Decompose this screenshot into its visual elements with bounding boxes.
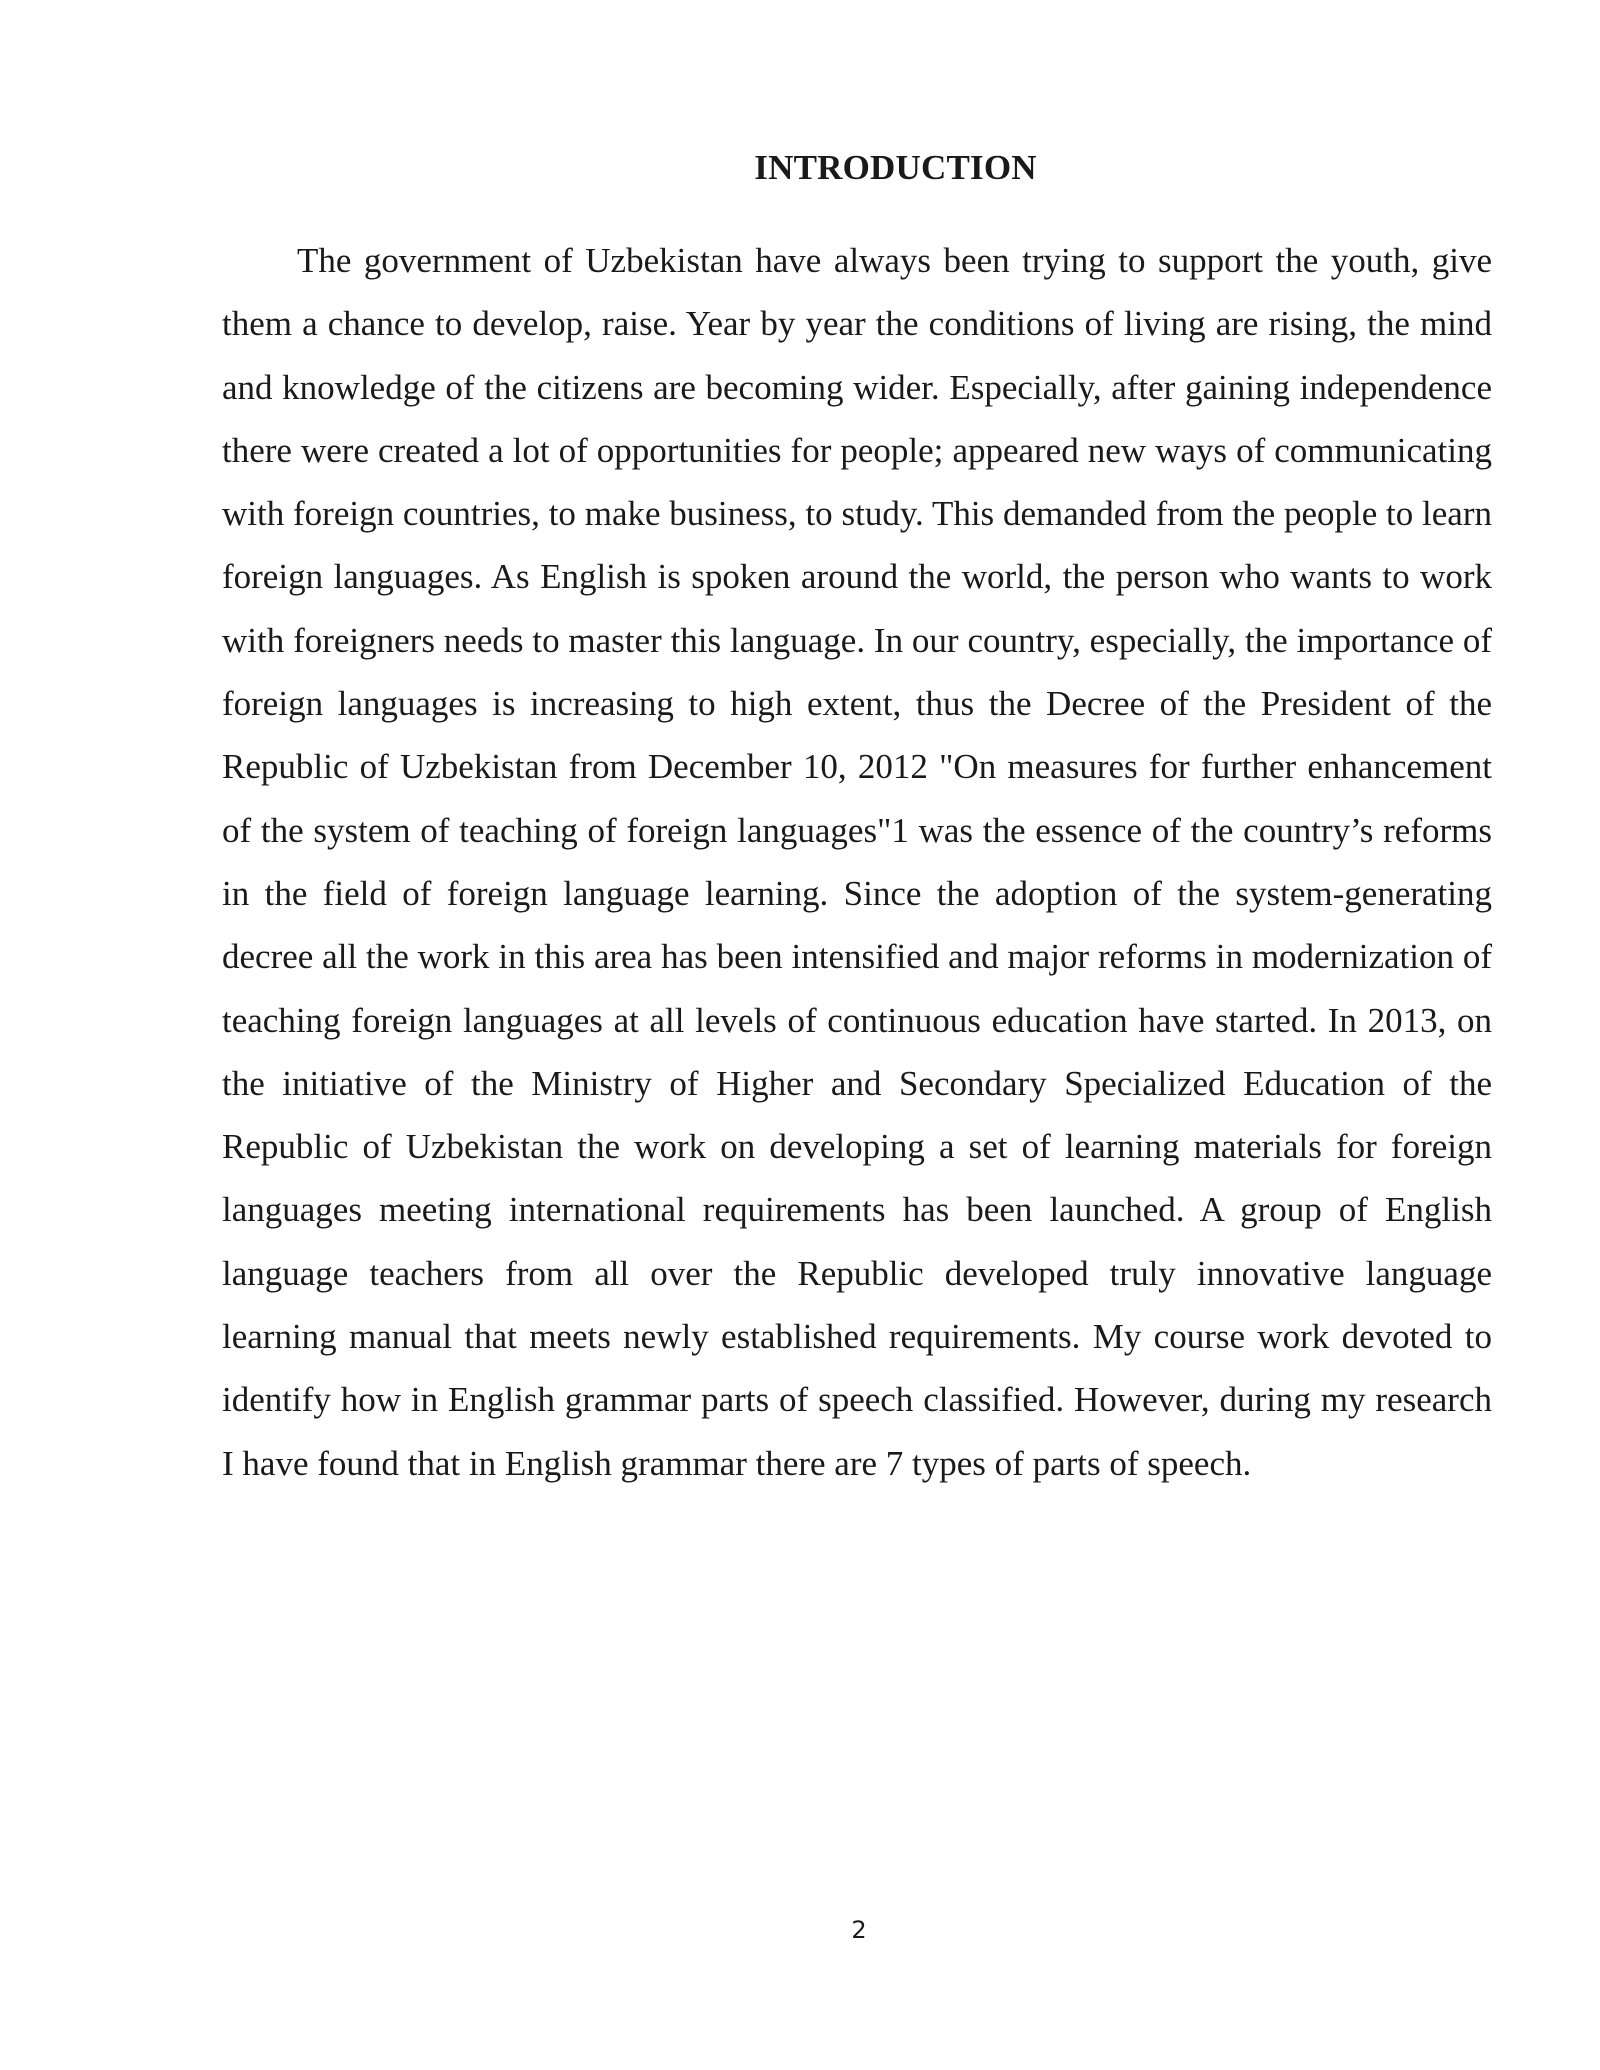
body-paragraph: The government of Uzbekistan have always been trying to support the youth, give them a chance to develop, raise. Year by year the conditions of living are rising, the mind and knowledge of the citizens are becoming wider. Especially, after gaining independence there were created a lot of opportunities for people; appeared new ways of communicating with foreign countries, to make business, to study. This demanded from the people to learn foreign languages. As English is spoken around the world, the person who wants to work with foreigners needs to master this language. In our country, especially, the importance of foreign languages is increasing to high extent, thus the Decree of the President of the Republic of Uzbekistan from December 10, 2012 "On measures for further enhancement of the system of teaching of foreign languages"1 was the essence of the country’s reforms in the field of foreign language learning. Since the adoption of the system-generating decree all the work in this area has been intensified and major reforms in modernization of teaching foreign languages at all levels of continuous education have started. In 2013, on the initiative of the Ministry of Higher and Secondary Specialized Education of the Republic of Uzbekistan the work on developing a set of learning materials for foreign languages meeting international requirements has been launched. A group of English language teachers from all over the Republic developed truly innovative language learning manual that meets newly established requirements. My course work devoted to identify how in English grammar parts of speech classified. However, during my research I have found that in English grammar there are 7 types of parts of speech. bbox=[222, 241, 1492, 1483]
section-heading: INTRODUCTION bbox=[754, 148, 1037, 187]
page-number: 2 bbox=[851, 1916, 867, 1944]
